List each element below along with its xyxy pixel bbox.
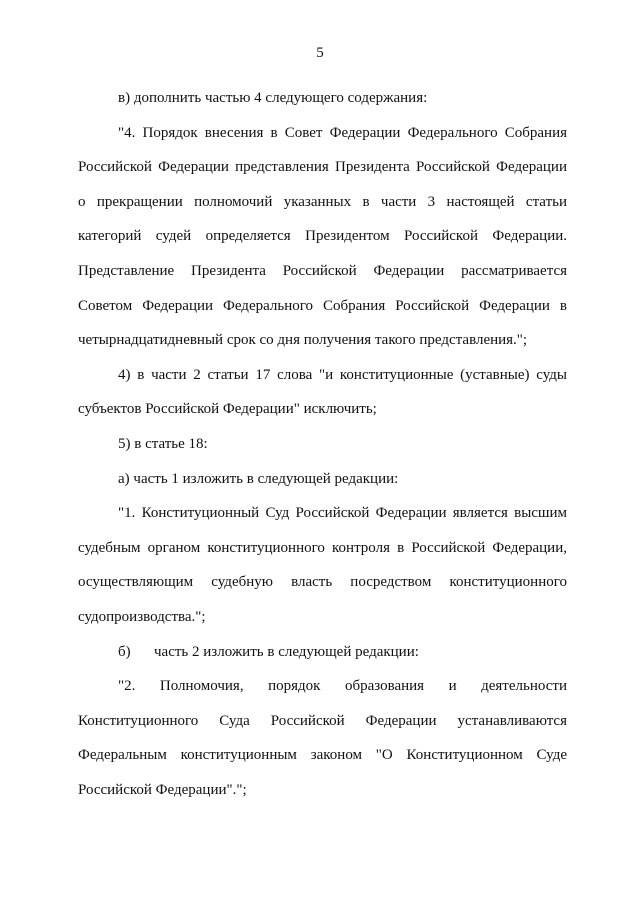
text-line: четырнадцатидневный срок со дня получения такого представления."; [78,332,528,349]
text-line: судопроизводства."; [78,608,206,625]
text-line: субъектов Российской Федерации" исключить; [78,401,377,418]
paragraph-item-5: 5) в статье 18: [118,435,208,452]
text-line: категорий судей определяется Президентом Российской Федерации. [78,228,567,245]
text-line: Советом Федерации Федерального Собрания Российской Федерации в [78,297,567,314]
paragraph-item-v: в) дополнить частью 4 следующего содержания: [118,90,428,106]
text-line: Конституционного Суда Российской Федерации устанавливаются [78,712,567,729]
text-line: Российской Федерации"."; [78,781,247,798]
paragraph-part-4-quote [78,116,567,358]
list-marker: б) [118,643,131,660]
text-line: Представление Президента Российской Федерации рассматривается [78,262,567,279]
paragraph-text: часть 2 изложить в следующей редакции: [154,643,419,660]
page-number: 5 [316,45,324,61]
paragraph-item-a: а) часть 1 изложить в следующей редакции: [118,470,399,487]
paragraph-item-b [78,635,567,670]
paragraph-item-4 [78,358,567,427]
document-body [78,81,567,807]
text-line: Федеральным конституционным законом "О Конституционном Суде [78,747,567,764]
text-line: 4) в части 2 статьи 17 слова "и конституционные (уставные) суды [118,366,567,383]
text-line: "1. Конституционный Суд Российской Федерации является высшим [118,505,567,522]
paragraph-part-1-quote [78,496,567,634]
text-line: "2. Полномочия, порядок образования и деятельности [118,678,567,695]
text-line: Российской Федерации представления Президента Российской Федерации [78,159,567,176]
text-line: "4. Порядок внесения в Совет Федерации Федерального Собрания [118,124,567,141]
text-line: о прекращении полномочий указанных в части 3 настоящей статьи [78,193,567,210]
text-line: осуществляющим судебную власть посредством конституционного [78,574,567,591]
text-line: судебным органом конституционного контроля в Российской Федерации, [78,539,567,556]
paragraph-part-2-quote [78,669,567,807]
